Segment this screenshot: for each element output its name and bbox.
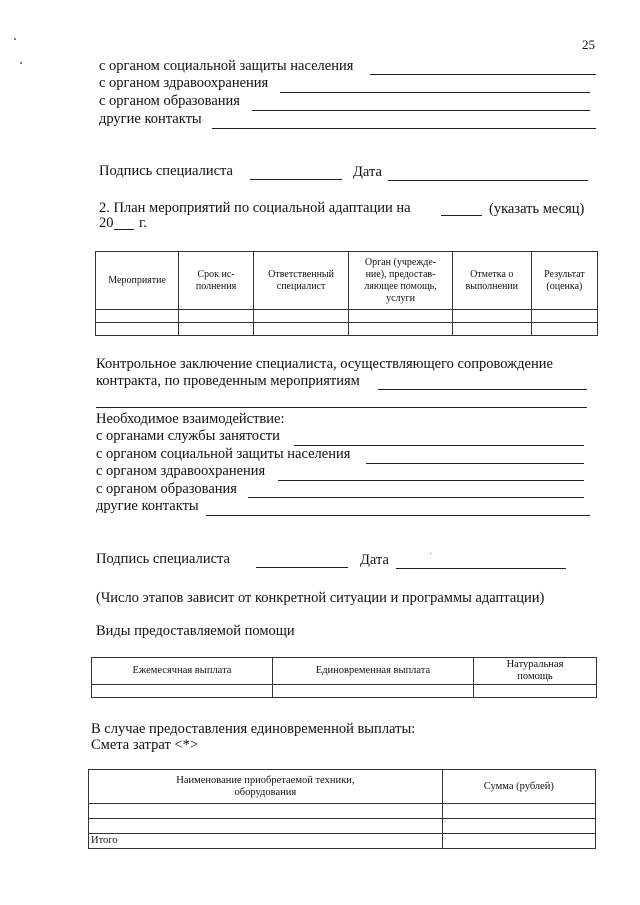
table-cell[interactable] <box>349 310 452 323</box>
table-cell[interactable] <box>89 819 443 834</box>
table-cell[interactable] <box>179 310 254 323</box>
plan-heading-suffix: (указать месяц) <box>489 201 585 217</box>
table-cell[interactable] <box>452 323 531 336</box>
date-line[interactable] <box>388 180 588 181</box>
table-cell[interactable] <box>253 310 348 323</box>
signature-line[interactable] <box>256 567 348 568</box>
header-in-kind-help: Натуральная помощь <box>474 658 597 685</box>
fill-line[interactable] <box>96 407 587 408</box>
plan-heading-prefix: 2. План мероприятий по социальной адаптации на <box>99 200 411 216</box>
table-cell[interactable] <box>531 323 597 336</box>
header-responsible: Ответственный специалист <box>253 252 348 310</box>
table-cell[interactable] <box>442 819 595 834</box>
date-label: Дата <box>353 164 382 180</box>
contact-health: с органом здравоохранения <box>99 75 269 91</box>
help-types-table <box>91 657 597 698</box>
table-cell[interactable] <box>474 685 597 698</box>
scan-speck <box>430 553 431 554</box>
lump-sum-line-2: Смета затрат <*> <box>91 737 199 753</box>
month-line[interactable] <box>441 215 482 216</box>
fill-line[interactable] <box>366 463 584 464</box>
table-row <box>89 819 596 834</box>
page-number: 25 <box>582 37 595 52</box>
header-completion-mark: Отметка о выполнении <box>452 252 531 310</box>
header-lump-sum-payment: Единовременная выплата <box>273 658 474 685</box>
fill-line[interactable] <box>378 389 587 390</box>
date-line[interactable] <box>396 568 566 569</box>
budget-table <box>88 769 596 849</box>
table-cell[interactable] <box>442 804 595 819</box>
fill-line[interactable] <box>252 110 590 111</box>
table-cell[interactable] <box>442 834 595 849</box>
table-cell[interactable] <box>531 310 597 323</box>
header-equipment-name: Наименование приобретаемой техники, оборудования <box>89 770 443 804</box>
conclusion-line-2: контракта, по проведенным мероприятиям <box>96 373 360 389</box>
scan-speck <box>20 62 22 64</box>
signature-line[interactable] <box>250 179 342 180</box>
table-row <box>89 804 596 819</box>
header-organization: Орган (учрежде- ние), предостав- ляющее помощь, услуги <box>349 252 452 310</box>
interaction-education: с органом образования <box>96 481 237 497</box>
year-prefix: 20 <box>99 215 114 231</box>
signature-label: Подпись специалиста <box>96 551 230 567</box>
plan-table <box>95 251 598 336</box>
total-label: Итого <box>89 834 443 849</box>
interaction-title: Необходимое взаимодействие: <box>96 411 285 427</box>
contact-social-protection: с органом социальной защиты населения <box>99 58 354 74</box>
contact-other: другие контакты <box>99 111 202 127</box>
table-cell[interactable] <box>452 310 531 323</box>
fill-line[interactable] <box>248 497 584 498</box>
year-line[interactable] <box>114 229 134 230</box>
signature-label: Подпись специалиста <box>99 163 233 179</box>
lump-sum-line-1: В случае предоставления единовременной выплаты: <box>91 721 416 737</box>
header-monthly-payment: Ежемесячная выплата <box>92 658 273 685</box>
year-suffix: г. <box>139 215 147 231</box>
stages-note: (Число этапов зависит от конкретной ситуации и программы адаптации) <box>96 590 545 606</box>
fill-line[interactable] <box>212 128 596 129</box>
header-result: Результат (оценка) <box>531 252 597 310</box>
interaction-employment: с органами службы занятости <box>96 428 280 444</box>
table-cell[interactable] <box>96 310 179 323</box>
date-label: Дата <box>360 552 389 568</box>
fill-line[interactable] <box>206 515 590 516</box>
table-cell[interactable] <box>179 323 254 336</box>
interaction-health: с органом здравоохранения <box>96 463 266 479</box>
table-cell[interactable] <box>253 323 348 336</box>
header-amount: Сумма (рублей) <box>442 770 595 804</box>
table-row <box>92 685 597 698</box>
contact-education: с органом образования <box>99 93 240 109</box>
table-cell[interactable] <box>89 804 443 819</box>
fill-line[interactable] <box>278 480 584 481</box>
table-cell[interactable] <box>92 685 273 698</box>
table-cell[interactable] <box>96 323 179 336</box>
table-cell[interactable] <box>273 685 474 698</box>
scan-speck <box>14 38 16 40</box>
table-row <box>96 310 598 323</box>
interaction-other: другие контакты <box>96 498 199 514</box>
conclusion-line-1: Контрольное заключение специалиста, осуществляющего сопровождение <box>96 356 553 372</box>
help-types-title: Виды предоставляемой помощи <box>96 623 295 639</box>
header-activity: Мероприятие <box>96 252 179 310</box>
header-deadline: Срок ис- полнения <box>179 252 254 310</box>
table-row <box>96 323 598 336</box>
table-row <box>89 834 596 849</box>
fill-line[interactable] <box>280 92 590 93</box>
table-cell[interactable] <box>349 323 452 336</box>
interaction-social-protection: с органом социальной защиты населения <box>96 446 351 462</box>
fill-line[interactable] <box>370 74 596 75</box>
